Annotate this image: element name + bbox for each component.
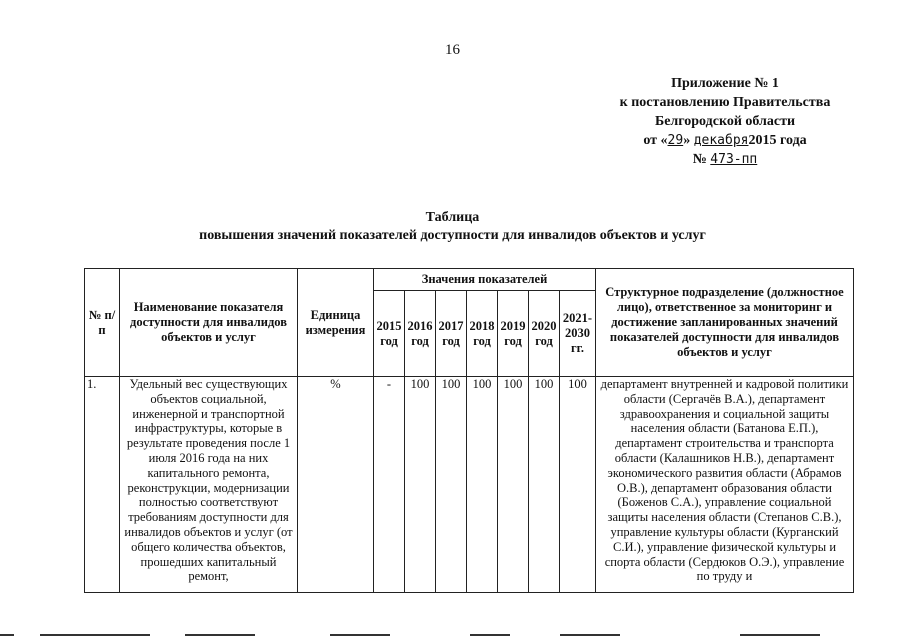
row-value-2019: 100 [498,377,529,593]
scan-artifact [185,634,255,636]
scan-artifact [740,634,820,636]
scan-artifact [40,634,150,636]
row-value-2021-2030: 100 [560,377,596,593]
header-unit: Единица измерения [298,269,374,377]
title-line-1: Таблица [425,210,480,225]
date-month: декабря [693,133,749,148]
number-prefix: № [692,152,707,167]
row-value-2016: 100 [405,377,436,593]
row-indicator-name: Удельный вес существующих объектов социальной, инженерной и транспортной инфраструктуры, которые в результате проведения после 1 июля 2016 года на них капитального ремонта, реконструкции, модернизации полностью соответствуют требованиям доступности для инвалидов объектов и услуг (от общего количества объектов, прошедших капитальный ремонт, [120,377,298,593]
header-year-2016: 2016 год [405,291,436,377]
row-unit: % [298,377,374,593]
scan-artifact [560,634,620,636]
document-title [0,209,905,245]
appendix-decree: к постановлению Правительства [619,95,831,110]
header-row-1 [85,269,854,291]
date-prefix: от « [643,133,668,148]
indicators-table [84,268,854,593]
row-value-2020: 100 [529,377,560,593]
number-value: 473-пп [710,152,758,167]
title-line-2: повышения значений показателей доступности для инвалидов объектов и услуг [199,228,706,243]
scan-artifact [470,634,510,636]
row-value-2017: 100 [436,377,467,593]
header-year-2015: 2015 год [374,291,405,377]
appendix-title: Приложение № 1 [671,76,779,91]
scan-artifact [330,634,390,636]
row-value-2015: - [374,377,405,593]
date-day: 29 [667,133,684,148]
header-year-2021-2030: 2021-2030 гг. [560,291,596,377]
page-number: 16 [445,42,460,58]
header-year-2019: 2019 год [498,291,529,377]
date-mid: » [683,133,691,148]
appendix-number [560,150,890,169]
appendix-date [560,131,890,150]
row-num: 1. [85,377,120,593]
header-year-2017: 2017 год [436,291,467,377]
scan-artifact [0,634,14,636]
appendix-header [560,74,890,169]
header-num: № п/п [85,269,120,377]
row-value-2018: 100 [467,377,498,593]
row-responsible: департамент внутренней и кадровой политики области (Сергачёв В.А.), департамент здравоохранения и социальной защиты населения области (Батанова Е.П.), департамент строительства и транспорта области (Калашников Н.В.), департамент экономического развития области (Абрамов О.В.), департамент образования области (Боженов С.А.), управление социальной защиты населения области (Степанов С.В.), управление культуры области (Курганский С.И.), управление физической культуры и спорта области (Сердюков О.Э.), управление по труду и [596,377,854,593]
header-values-group: Значения показателей [374,269,596,291]
date-suffix: 2015 года [748,133,807,148]
appendix-region: Белгородской области [654,114,796,129]
table-row [85,377,854,593]
header-responsible: Структурное подразделение (должностное лицо), ответственное за мониторинг и достижение запланированных значений показателей доступности для инвалидов объектов и услуг [596,269,854,377]
header-name: Наименование показателя доступности для инвалидов объектов и услуг [120,269,298,377]
header-year-2018: 2018 год [467,291,498,377]
header-year-2020: 2020 год [529,291,560,377]
